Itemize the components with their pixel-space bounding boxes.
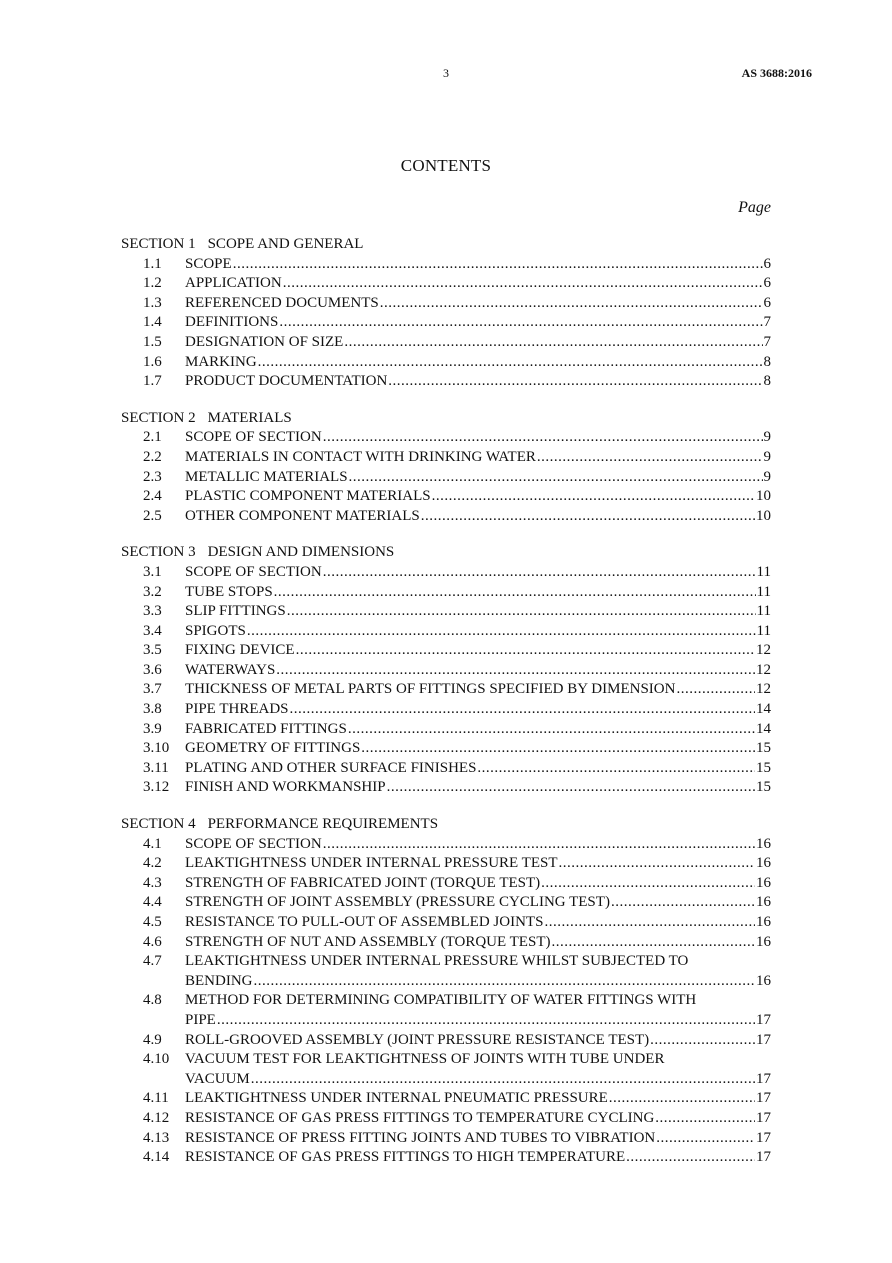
entry-line	[185, 1070, 771, 1090]
entry-page-number: 16	[756, 874, 771, 891]
entry-title: RESISTANCE OF GAS PRESS FITTINGS TO TEMPERATURE CYCLING	[185, 1109, 655, 1126]
entry-line	[185, 700, 771, 720]
entry-text	[185, 428, 771, 448]
entry-line	[185, 952, 771, 972]
dot-leader	[656, 1129, 755, 1149]
entry-page-number: 6	[763, 275, 771, 292]
entry-title: MARKING	[185, 353, 257, 370]
entry-page-number: 16	[756, 835, 771, 852]
entry-page-number: 16	[756, 933, 771, 950]
entry-title: SLIP FITTINGS	[185, 603, 286, 620]
dot-leader	[254, 972, 756, 992]
entry-line	[185, 255, 771, 275]
section-heading[interactable]	[121, 409, 771, 429]
toc-entry[interactable]	[121, 913, 771, 933]
dot-leader	[348, 720, 755, 740]
toc-entry[interactable]	[121, 372, 771, 392]
entry-page-number: 10	[756, 488, 771, 505]
dot-leader	[387, 778, 755, 798]
dot-leader	[611, 893, 755, 913]
dot-leader	[287, 602, 756, 622]
entry-title: RESISTANCE OF GAS PRESS FITTINGS TO HIGH TEMPERATURE	[185, 1149, 626, 1166]
entry-text	[185, 1129, 771, 1149]
toc-entry[interactable]	[121, 333, 771, 353]
entry-line	[185, 913, 771, 933]
toc-entry[interactable]	[121, 255, 771, 275]
entry-text	[185, 952, 771, 991]
section-title: PERFORMANCE REQUIREMENTS	[207, 816, 439, 833]
entry-line	[185, 1011, 771, 1031]
entry-page-number: 8	[763, 373, 771, 390]
entry-line	[185, 778, 771, 798]
entry-title: ROLL-GROOVED ASSEMBLY (JOINT PRESSURE RESISTANCE TEST)	[185, 1031, 650, 1048]
entry-text	[185, 854, 771, 874]
entry-line	[185, 739, 771, 759]
entry-text	[185, 507, 771, 527]
toc-entry[interactable]	[121, 487, 771, 507]
entry-title: WATERWAYS	[185, 661, 276, 678]
toc-entry[interactable]	[121, 563, 771, 583]
entry-page-number: 7	[763, 333, 771, 350]
entry-page-number: 14	[756, 720, 771, 737]
entry-title: GEOMETRY OF FITTINGS	[185, 740, 361, 757]
entry-page-number: 9	[763, 468, 771, 485]
dot-leader	[626, 1148, 755, 1168]
entry-text	[185, 720, 771, 740]
entry-line	[185, 372, 771, 392]
entry-page-number: 7	[763, 314, 771, 331]
entry-title: FABRICATED FITTINGS	[185, 720, 347, 737]
entry-title: PLASTIC COMPONENT MATERIALS	[185, 488, 431, 505]
dot-leader	[544, 913, 755, 933]
dot-leader	[388, 372, 762, 392]
toc-entry[interactable]	[121, 1148, 771, 1168]
entry-text	[185, 294, 771, 314]
dot-leader	[380, 294, 763, 314]
toc-entry[interactable]	[121, 720, 771, 740]
entry-title: PRODUCT DOCUMENTATION	[185, 373, 388, 390]
entry-line	[185, 1148, 771, 1168]
entry-page-number: 11	[756, 622, 771, 639]
entry-line	[185, 602, 771, 622]
toc-entry[interactable]	[121, 1109, 771, 1129]
entry-number: 3.8	[143, 701, 162, 718]
toc-entry[interactable]	[121, 739, 771, 759]
standard-code: AS 3688:2016	[741, 66, 812, 80]
entry-number: 1.1	[143, 255, 162, 272]
dot-leader	[274, 583, 756, 603]
entry-number: 2.3	[143, 468, 162, 485]
entry-text	[185, 274, 771, 294]
entry-title: STRENGTH OF JOINT ASSEMBLY (PRESSURE CYCLING TEST)	[185, 894, 610, 911]
section-heading[interactable]	[121, 543, 771, 563]
entry-number: 3.5	[143, 642, 162, 659]
toc-section	[121, 235, 771, 392]
entry-number: 4.13	[143, 1129, 170, 1146]
entry-title: LEAKTIGHTNESS UNDER INTERNAL PRESSURE WHILST SUBJECTED TO	[185, 953, 689, 970]
entry-title: DESIGNATION OF SIZE	[185, 333, 344, 350]
entry-text	[185, 255, 771, 275]
entry-line	[185, 1031, 771, 1051]
entry-page-number: 15	[756, 779, 771, 796]
entry-title: STRENGTH OF NUT AND ASSEMBLY (TORQUE TEST)	[185, 933, 551, 950]
dot-leader	[655, 1109, 755, 1129]
entry-title: APPLICATION	[185, 275, 282, 292]
entry-line	[185, 854, 771, 874]
entry-page-number: 9	[763, 429, 771, 446]
toc-entry[interactable]	[121, 874, 771, 894]
entry-number: 2.4	[143, 488, 162, 505]
entry-page-number: 16	[756, 972, 771, 989]
entry-line	[185, 1109, 771, 1129]
entry-text	[185, 933, 771, 953]
toc-entry[interactable]	[121, 313, 771, 333]
section-title: MATERIALS	[207, 409, 292, 426]
entry-page-number: 9	[763, 448, 771, 465]
entry-number: 3.12	[143, 779, 170, 796]
table-of-contents	[121, 235, 771, 1185]
entry-page-number: 17	[756, 1031, 771, 1048]
entry-line	[185, 720, 771, 740]
entry-number: 3.6	[143, 661, 162, 678]
dot-leader	[279, 313, 762, 333]
entry-title: OTHER COMPONENT MATERIALS	[185, 507, 420, 524]
entry-line	[185, 583, 771, 603]
entry-line	[185, 468, 771, 488]
dot-leader	[349, 468, 763, 488]
entry-number: 1.3	[143, 294, 162, 311]
section-number: SECTION 2	[121, 409, 196, 426]
toc-section	[121, 409, 771, 527]
entry-line	[185, 680, 771, 700]
entry-text	[185, 563, 771, 583]
dot-leader	[650, 1031, 755, 1051]
entry-page-number: 16	[756, 894, 771, 911]
entry-text	[185, 372, 771, 392]
entry-title: SPIGOTS	[185, 622, 246, 639]
entry-text	[185, 1109, 771, 1129]
entry-line	[185, 874, 771, 894]
section-heading[interactable]	[121, 235, 771, 255]
page-number: 3	[443, 66, 449, 80]
entry-number: 4.11	[143, 1090, 169, 1107]
entry-text	[185, 759, 771, 779]
toc-entry[interactable]	[121, 661, 771, 681]
entry-number: 3.9	[143, 720, 162, 737]
entry-number: 4.1	[143, 835, 162, 852]
toc-entry[interactable]	[121, 428, 771, 448]
entry-page-number: 12	[756, 681, 771, 698]
entry-title: REFERENCED DOCUMENTS	[185, 294, 379, 311]
entry-page-number: 17	[756, 1109, 771, 1126]
entry-number: 2.1	[143, 429, 162, 446]
entry-title: RESISTANCE OF PRESS FITTING JOINTS AND TUBES TO VIBRATION	[185, 1129, 656, 1146]
dot-leader	[283, 274, 763, 294]
toc-entry[interactable]	[121, 294, 771, 314]
toc-entry[interactable]	[121, 952, 771, 991]
entry-number: 2.5	[143, 507, 162, 524]
entry-text	[185, 680, 771, 700]
entry-text	[185, 602, 771, 622]
entry-number: 4.2	[143, 855, 162, 872]
entry-title: PIPE	[185, 1011, 216, 1028]
entry-title: THICKNESS OF METAL PARTS OF FITTINGS SPECIFIED BY DIMENSION	[185, 681, 676, 698]
entry-title: BENDING	[185, 972, 253, 989]
entry-line	[185, 428, 771, 448]
dot-leader	[296, 641, 755, 661]
dot-leader	[258, 353, 763, 373]
entry-line	[185, 353, 771, 373]
entry-text	[185, 333, 771, 353]
toc-entry[interactable]	[121, 507, 771, 527]
dot-leader	[676, 680, 755, 700]
entry-page-number: 14	[756, 701, 771, 718]
entry-text	[185, 835, 771, 855]
toc-entry[interactable]	[121, 700, 771, 720]
entry-page-number: 12	[756, 661, 771, 678]
entry-number: 3.3	[143, 603, 162, 620]
entry-text	[185, 641, 771, 661]
entry-text	[185, 991, 771, 1030]
entry-line	[185, 1129, 771, 1149]
entry-number: 3.7	[143, 681, 162, 698]
entry-line	[185, 1050, 771, 1070]
entry-page-number: 16	[756, 855, 771, 872]
entry-title: LEAKTIGHTNESS UNDER INTERNAL PNEUMATIC PRESSURE	[185, 1090, 608, 1107]
dot-leader	[217, 1011, 755, 1031]
entry-text	[185, 661, 771, 681]
entry-number: 1.2	[143, 275, 162, 292]
toc-entry[interactable]	[121, 991, 771, 1030]
entry-title: METHOD FOR DETERMINING COMPATIBILITY OF WATER FITTINGS WITH	[185, 992, 697, 1009]
entry-text	[185, 622, 771, 642]
entry-page-number: 17	[756, 1090, 771, 1107]
entry-title: PLATING AND OTHER SURFACE FINISHES	[185, 759, 477, 776]
toc-entry[interactable]	[121, 680, 771, 700]
entry-number: 3.1	[143, 563, 162, 580]
dot-leader	[323, 428, 763, 448]
entry-number: 4.14	[143, 1149, 170, 1166]
entry-page-number: 15	[756, 740, 771, 757]
entry-line	[185, 563, 771, 583]
entry-title: RESISTANCE TO PULL-OUT OF ASSEMBLED JOINTS	[185, 914, 544, 930]
section-heading[interactable]	[121, 815, 771, 835]
dot-leader	[344, 333, 762, 353]
dot-leader	[541, 874, 755, 894]
dot-leader	[233, 255, 763, 275]
entry-number: 3.2	[143, 583, 162, 600]
toc-section	[121, 815, 771, 1168]
page-column-label: Page	[738, 199, 771, 216]
entry-line	[185, 487, 771, 507]
entry-number: 4.5	[143, 914, 162, 930]
entry-number: 1.5	[143, 333, 162, 350]
section-title: DESIGN AND DIMENSIONS	[207, 544, 395, 561]
entry-page-number: 17	[756, 1011, 771, 1028]
toc-entry[interactable]	[121, 622, 771, 642]
entry-line	[185, 759, 771, 779]
dot-leader	[251, 1070, 755, 1090]
toc-entry[interactable]	[121, 602, 771, 622]
entry-page-number: 17	[756, 1070, 771, 1087]
entry-line	[185, 933, 771, 953]
entry-title: VACUUM TEST FOR LEAKTIGHTNESS OF JOINTS WITH TUBE UNDER	[185, 1051, 665, 1068]
dot-leader	[551, 933, 755, 953]
entry-line	[185, 274, 771, 294]
entry-number: 1.6	[143, 353, 162, 370]
entry-text	[185, 913, 771, 933]
entry-number: 4.4	[143, 894, 162, 911]
entry-line	[185, 622, 771, 642]
entry-line	[185, 448, 771, 468]
entry-text	[185, 448, 771, 468]
toc-entry[interactable]	[121, 759, 771, 779]
entry-line	[185, 972, 771, 992]
entry-number: 4.7	[143, 953, 162, 970]
entry-number: 4.8	[143, 992, 162, 1009]
entry-text	[185, 313, 771, 333]
entry-page-number: 11	[756, 563, 771, 580]
toc-entry[interactable]	[121, 1129, 771, 1149]
entry-number: 4.10	[143, 1051, 170, 1068]
entry-page-number: 17	[756, 1129, 771, 1146]
section-number: SECTION 1	[121, 236, 196, 252]
entry-title: PIPE THREADS	[185, 701, 289, 718]
dot-leader	[559, 854, 755, 874]
entry-title: VACUUM	[185, 1070, 250, 1087]
entry-text	[185, 874, 771, 894]
toc-entry[interactable]	[121, 778, 771, 798]
toc-entry[interactable]	[121, 583, 771, 603]
entry-number: 3.4	[143, 622, 162, 639]
dot-leader	[323, 835, 755, 855]
entry-title: LEAKTIGHTNESS UNDER INTERNAL PRESSURE TEST	[185, 855, 558, 872]
entry-title: SCOPE	[185, 255, 232, 272]
section-title: SCOPE AND GENERAL	[207, 236, 364, 252]
entry-line	[185, 294, 771, 314]
dot-leader	[477, 759, 755, 779]
toc-entry[interactable]	[121, 1050, 771, 1089]
entry-text	[185, 1148, 771, 1168]
entry-line	[185, 641, 771, 661]
entry-line	[185, 333, 771, 353]
page-title: CONTENTS	[400, 156, 492, 175]
entry-title: SCOPE OF SECTION	[185, 429, 322, 446]
entry-title: MATERIALS IN CONTACT WITH DRINKING WATER	[185, 448, 536, 465]
dot-leader	[361, 739, 755, 759]
entry-line	[185, 1089, 771, 1109]
toc-entry[interactable]	[121, 1031, 771, 1051]
toc-entry[interactable]	[121, 835, 771, 855]
dot-leader	[247, 622, 756, 642]
entry-number: 4.9	[143, 1031, 162, 1048]
section-number: SECTION 3	[121, 544, 196, 561]
entry-number: 4.3	[143, 874, 162, 891]
entry-text	[185, 583, 771, 603]
entry-number: 3.10	[143, 740, 170, 757]
entry-page-number: 10	[756, 507, 771, 524]
toc-section	[121, 543, 771, 798]
entry-line	[185, 893, 771, 913]
toc-entry[interactable]	[121, 448, 771, 468]
entry-title: SCOPE OF SECTION	[185, 835, 322, 852]
dot-leader	[421, 507, 755, 527]
entry-number: 2.2	[143, 448, 162, 465]
toc-entry[interactable]	[121, 893, 771, 913]
entry-text	[185, 1050, 771, 1089]
entry-line	[185, 661, 771, 681]
entry-text	[185, 1089, 771, 1109]
entry-line	[185, 835, 771, 855]
dot-leader	[537, 448, 763, 468]
dot-leader	[609, 1089, 755, 1109]
entry-page-number: 12	[756, 642, 771, 659]
entry-number: 4.6	[143, 933, 162, 950]
entry-page-number: 6	[763, 294, 771, 311]
entry-number: 1.4	[143, 314, 162, 331]
toc-entry[interactable]	[121, 933, 771, 953]
entry-title: FINISH AND WORKMANSHIP	[185, 779, 386, 796]
dot-leader	[276, 661, 755, 681]
entry-text	[185, 487, 771, 507]
dot-leader	[290, 700, 756, 720]
entry-title: DEFINITIONS	[185, 314, 279, 331]
entry-title: TUBE STOPS	[185, 583, 273, 600]
toc-entry[interactable]	[121, 274, 771, 294]
entry-title: STRENGTH OF FABRICATED JOINT (TORQUE TEST)	[185, 874, 541, 891]
toc-entry[interactable]	[121, 353, 771, 373]
section-number: SECTION 4	[121, 816, 196, 833]
entry-text	[185, 700, 771, 720]
toc-entry[interactable]	[121, 1089, 771, 1109]
toc-entry[interactable]	[121, 641, 771, 661]
entry-page-number: 11	[756, 603, 771, 620]
entry-number: 4.12	[143, 1109, 170, 1126]
entry-text	[185, 778, 771, 798]
entry-text	[185, 739, 771, 759]
entry-title: METALLIC MATERIALS	[185, 468, 348, 485]
entry-title: FIXING DEVICE	[185, 642, 295, 659]
dot-leader	[323, 563, 756, 583]
entry-text	[185, 893, 771, 913]
dot-leader	[432, 487, 755, 507]
entry-number: 1.7	[143, 373, 162, 390]
entry-line	[185, 991, 771, 1011]
entry-number: 3.11	[143, 759, 169, 776]
entry-text	[185, 468, 771, 488]
entry-text	[185, 1031, 771, 1051]
entry-page-number: 6	[763, 255, 771, 272]
entry-page-number: 16	[756, 914, 771, 930]
entry-page-number: 17	[756, 1149, 771, 1166]
toc-entry[interactable]	[121, 854, 771, 874]
entry-page-number: 15	[756, 759, 771, 776]
entry-line	[185, 507, 771, 527]
entry-text	[185, 353, 771, 373]
entry-title: SCOPE OF SECTION	[185, 563, 322, 580]
toc-entry[interactable]	[121, 468, 771, 488]
entry-page-number: 8	[763, 353, 771, 370]
entry-line	[185, 313, 771, 333]
entry-page-number: 11	[756, 583, 771, 600]
